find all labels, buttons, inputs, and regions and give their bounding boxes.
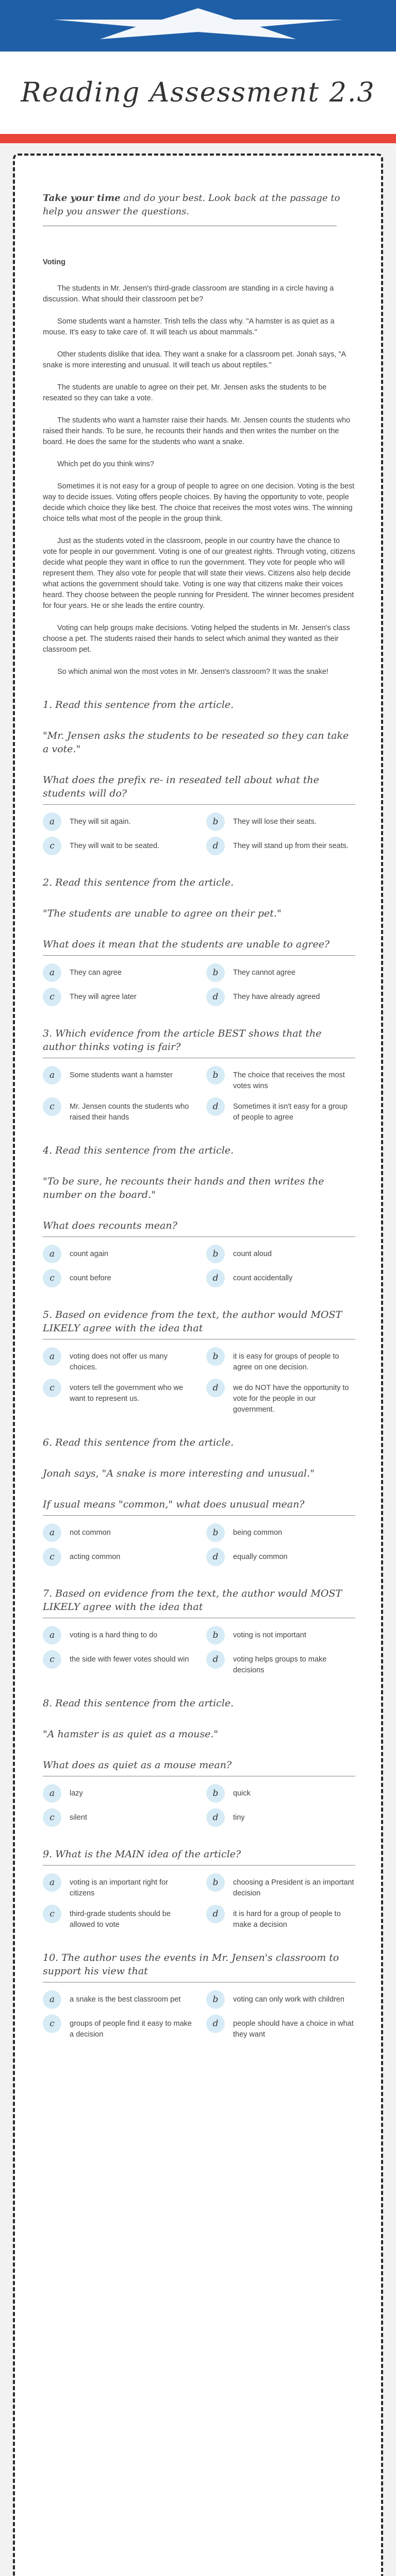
question-quote: "To be sure, he recounts their hands and then writes the number on the board." [43,1176,324,1200]
choice-c[interactable] [43,1654,192,1676]
choice-letter: b [206,963,225,982]
answer-choices [43,1630,355,1676]
choice-letter: c [43,988,61,1006]
question-quote: "The students are unable to agree on their pet." [43,908,282,919]
article-paragraph: So which animal won the most votes in Mr. Jensen's classroom? It was the snake! [57,668,328,676]
choice-text: quick [233,1789,251,1798]
question-quote: "Mr. Jensen asks the students to be reseated so they can take a vote." [43,730,349,755]
question-3 [43,1027,355,1123]
choice-d[interactable] [206,1908,355,1930]
choice-a[interactable] [43,1248,192,1263]
choice-d[interactable] [206,1273,355,1287]
choice-b[interactable] [206,1527,355,1542]
choice-letter: b [206,1626,225,1645]
question-8 [43,1697,355,1827]
answer-choices [43,1070,355,1123]
choice-letter: a [43,1990,61,2009]
question-heading: 7. Based on evidence from the text, the author would MOST LIKELY agree with the idea that [43,1587,355,1618]
choice-letter: a [43,1873,61,1892]
choice-text: They will stand up from their seats. [233,842,349,850]
choice-text: third-grade students should be allowed to vote [70,1910,171,1929]
question-heading: 5. Based on evidence from the text, the author would MOST LIKELY agree with the idea that [43,1308,355,1340]
choice-letter: c [43,1097,61,1116]
choice-letter: c [43,2014,61,2033]
article [43,257,355,677]
article-paragraph: The students who want a hamster raise their hands. Mr. Jensen counts the students who raised their hands. To be sure, he recounts their hands and then writes the number on the board. He does the same for the students who want a snake. [43,416,351,446]
choice-letter: b [206,812,225,831]
choice-letter: b [206,1523,225,1542]
choice-text: voting is not important [233,1631,306,1639]
choice-d[interactable] [206,1654,355,1676]
question-9 [43,1848,355,1930]
choice-a[interactable] [43,816,192,831]
choice-letter: a [43,1245,61,1263]
choice-b[interactable] [206,1877,355,1899]
choice-text: They will lose their seats. [233,818,317,826]
choice-letter: d [206,1379,225,1397]
choice-text: voting is an important right for citizens [70,1878,169,1897]
choice-text: tiny [233,1814,245,1822]
choice-text: it is hard for a group of people to make a decision [233,1910,341,1929]
choice-text: silent [70,1814,87,1822]
choice-text: acting common [70,1553,121,1561]
choice-text: count accidentally [233,1274,293,1282]
question-heading: 1. Read this sentence from the article. [43,699,234,710]
choice-d[interactable] [206,1551,355,1566]
choice-text: groups of people find it easy to make a decision [70,2020,192,2039]
choice-letter: a [43,1523,61,1542]
choice-b[interactable] [206,1630,355,1645]
choice-c[interactable] [43,1908,192,1930]
choice-b[interactable] [206,816,355,831]
choice-text: They cannot agree [233,969,295,977]
choice-letter: b [206,1784,225,1803]
choice-b[interactable] [206,1788,355,1803]
choice-letter: b [206,1066,225,1084]
choice-text: count aloud [233,1250,272,1258]
choice-b[interactable] [206,1248,355,1263]
choice-letter: c [43,1808,61,1827]
choice-a[interactable] [43,1070,192,1092]
choice-a[interactable] [43,1994,192,2009]
choice-letter: d [206,1097,225,1116]
choice-text: people should have a choice in what they want [233,2020,354,2039]
choice-d[interactable] [206,991,355,1006]
question-heading: 2. Read this sentence from the article. [43,877,234,888]
top-banner [0,0,396,52]
question-quote: "A hamster is as quiet as a mouse." [43,1728,219,1740]
question-heading: 9. What is the MAIN idea of the article? [43,1848,355,1866]
title-area [0,52,396,134]
choice-a[interactable] [43,967,192,982]
choice-text: voters tell the government who we want to represent us. [70,1384,184,1403]
answer-choices [43,1994,355,2040]
choice-text: They can agree [70,969,122,977]
choice-letter: a [43,963,61,982]
choice-d[interactable] [206,840,355,855]
article-paragraph: Other students dislike that idea. They want a snake for a classroom pet. Jonah says, "A snake is more interesting and unusual. It will teach us about reptiles." [43,350,346,369]
choice-text: The choice that receives the most votes wins [233,1071,345,1090]
choice-letter: d [206,1650,225,1669]
choice-letter: b [206,1873,225,1892]
answer-choices [43,1248,355,1287]
instructions-bold: Take your time [43,193,121,204]
choice-c[interactable] [43,840,192,855]
choice-b[interactable] [206,967,355,982]
choice-text: They will sit again. [70,818,131,826]
worksheet-area [0,143,396,2576]
question-prompt: What does as quiet as a mouse mean? [43,1758,355,1776]
page-title: Reading Assessment 2.3 [21,77,375,108]
choice-text: voting does not offer us many choices. [70,1352,168,1371]
choice-text: choosing a President is an important decision [233,1878,354,1897]
question-heading: 10. The author uses the events in Mr. Jensen's classroom to support his view that [43,1951,355,1982]
choice-text: voting is a hard thing to do [70,1631,158,1639]
question-7 [43,1587,355,1676]
choice-text: a snake is the best classroom pet [70,1995,181,2004]
choice-text: being common [233,1529,283,1537]
choice-a[interactable] [43,1877,192,1899]
article-paragraph: Voting can help groups make decisions. Voting helped the students in Mr. Jensen's class choose a pet. The students raised their hands to select which animal they wanted as their classroom pet. [43,624,350,654]
answer-choices [43,967,355,1006]
choice-letter: a [43,812,61,831]
worksheet-card [13,154,383,2576]
answer-choices [43,1527,355,1566]
choice-text: Sometimes it isn't easy for a group of people to agree [233,1103,348,1122]
choice-c[interactable] [43,991,192,1006]
instructions-text: and do your best. Look back at the passage to help you answer the questions. [43,193,340,217]
choice-text: it is easy for groups of people to agree on one decision. [233,1352,339,1371]
choice-text: They will wait to be seated. [70,842,160,850]
choice-letter: a [43,1066,61,1084]
choice-c[interactable] [43,1273,192,1287]
choice-letter: b [206,1990,225,2009]
article-title: Voting [43,258,66,266]
choice-letter: c [43,1548,61,1566]
choice-d[interactable] [206,2018,355,2040]
choice-d[interactable] [206,1812,355,1827]
question-heading: 4. Read this sentence from the article. [43,1145,234,1156]
choice-letter: c [43,1379,61,1397]
choice-letter: a [43,1784,61,1803]
answer-choices [43,816,355,855]
choice-letter: c [43,837,61,855]
choice-letter: c [43,1650,61,1669]
question-1 [43,698,355,855]
article-paragraph: Sometimes it is not easy for a group of people to agree on one decision. Voting is the best way to decide issues. Voting offers people choices. By having the opportunity to vote, people decide which choice they like best. The choice that receives the most votes wins. The winning choice tells what most of the people in the group think. [43,482,355,523]
question-prompt: What does recounts mean? [43,1219,355,1237]
choice-a[interactable] [43,1630,192,1645]
choice-b[interactable] [206,1994,355,2009]
choice-a[interactable] [43,1527,192,1542]
question-prompt: What does it mean that the students are unable to agree? [43,938,355,956]
choice-text: the side with fewer votes should win [70,1655,189,1664]
question-quote: Jonah says, "A snake is more interesting and unusual." [43,1468,315,1479]
question-6 [43,1436,355,1566]
choice-text: count again [70,1250,108,1258]
question-10 [43,1951,355,2040]
choice-c[interactable] [43,1812,192,1827]
instructions [43,192,355,218]
choice-d[interactable] [206,1382,355,1415]
choice-text: Mr. Jensen counts the students who raised their hands [70,1103,189,1122]
choice-d[interactable] [206,1101,355,1123]
choice-b[interactable] [206,1070,355,1092]
question-heading: 3. Which evidence from the article BEST shows that the author thinks voting is fair? [43,1027,355,1058]
choice-c[interactable] [43,1551,192,1566]
question-5 [43,1308,355,1415]
question-heading: 8. Read this sentence from the article. [43,1698,234,1709]
choice-letter: d [206,1548,225,1566]
choice-c[interactable] [43,2018,192,2040]
article-paragraph: The students are unable to agree on their pet. Mr. Jensen asks the students to be reseated so they can take a vote. [43,383,327,402]
choice-letter: d [206,1905,225,1923]
article-paragraph: Which pet do you think wins? [57,460,154,468]
choice-c[interactable] [43,1382,192,1415]
choice-letter: a [43,1347,61,1366]
choice-text: voting helps groups to make decisions [233,1655,327,1674]
question-4 [43,1144,355,1287]
question-prompt: What does the prefix re- in reseated tell about what the students will do? [43,773,355,805]
red-divider [0,134,396,143]
choice-letter: d [206,988,225,1006]
choice-text: equally common [233,1553,288,1561]
choice-text: not common [70,1529,111,1537]
article-paragraph: Some students want a hamster. Trish tells the class why. "A hamster is as quiet as a mouse. It's easy to take care of. It will teach us about mammals." [43,317,335,336]
choice-b[interactable] [206,1351,355,1373]
choice-letter: d [206,837,225,855]
choice-a[interactable] [43,1788,192,1803]
star-icon [54,8,342,39]
answer-choices [43,1351,355,1415]
choice-letter: b [206,1245,225,1263]
choice-text: Some students want a hamster [70,1071,173,1079]
article-paragraph: Just as the students voted in the classroom, people in our country have the chance to vote for people in our government. Voting is one of our greatest rights. Through voting, citizens decide what people they want in office to run the government. They vote for people who will represent them. They also vote for people that will state their views. Citizens also help decide what actions the government should take. Voting is one way that citizens make their voices heard. They choose between the people running for President. The winner becomes president for four years. He or she leads the entire country. [43,537,355,610]
article-paragraph: The students in Mr. Jensen's third-grade classroom are standing in a circle having a discussion. What should their classroom pet be? [43,284,334,303]
choice-text: They have already agreed [233,993,320,1001]
choice-text: They will agree later [70,993,137,1001]
choice-letter: d [206,2014,225,2033]
choice-text: voting can only work with children [233,1995,344,2004]
choice-text: lazy [70,1789,83,1798]
choice-letter: d [206,1808,225,1827]
choice-letter: c [43,1269,61,1287]
choice-letter: c [43,1905,61,1923]
choice-text: we do NOT have the opportunity to vote for the people in our government. [233,1384,349,1414]
choice-letter: d [206,1269,225,1287]
choice-c[interactable] [43,1101,192,1123]
choice-letter: a [43,1626,61,1645]
answer-choices [43,1877,355,1930]
choice-letter: b [206,1347,225,1366]
question-prompt: If usual means "common," what does unusual mean? [43,1498,355,1516]
answer-choices [43,1788,355,1827]
question-2 [43,876,355,1006]
question-heading: 6. Read this sentence from the article. [43,1437,234,1448]
choice-text: count before [70,1274,111,1282]
choice-a[interactable] [43,1351,192,1373]
